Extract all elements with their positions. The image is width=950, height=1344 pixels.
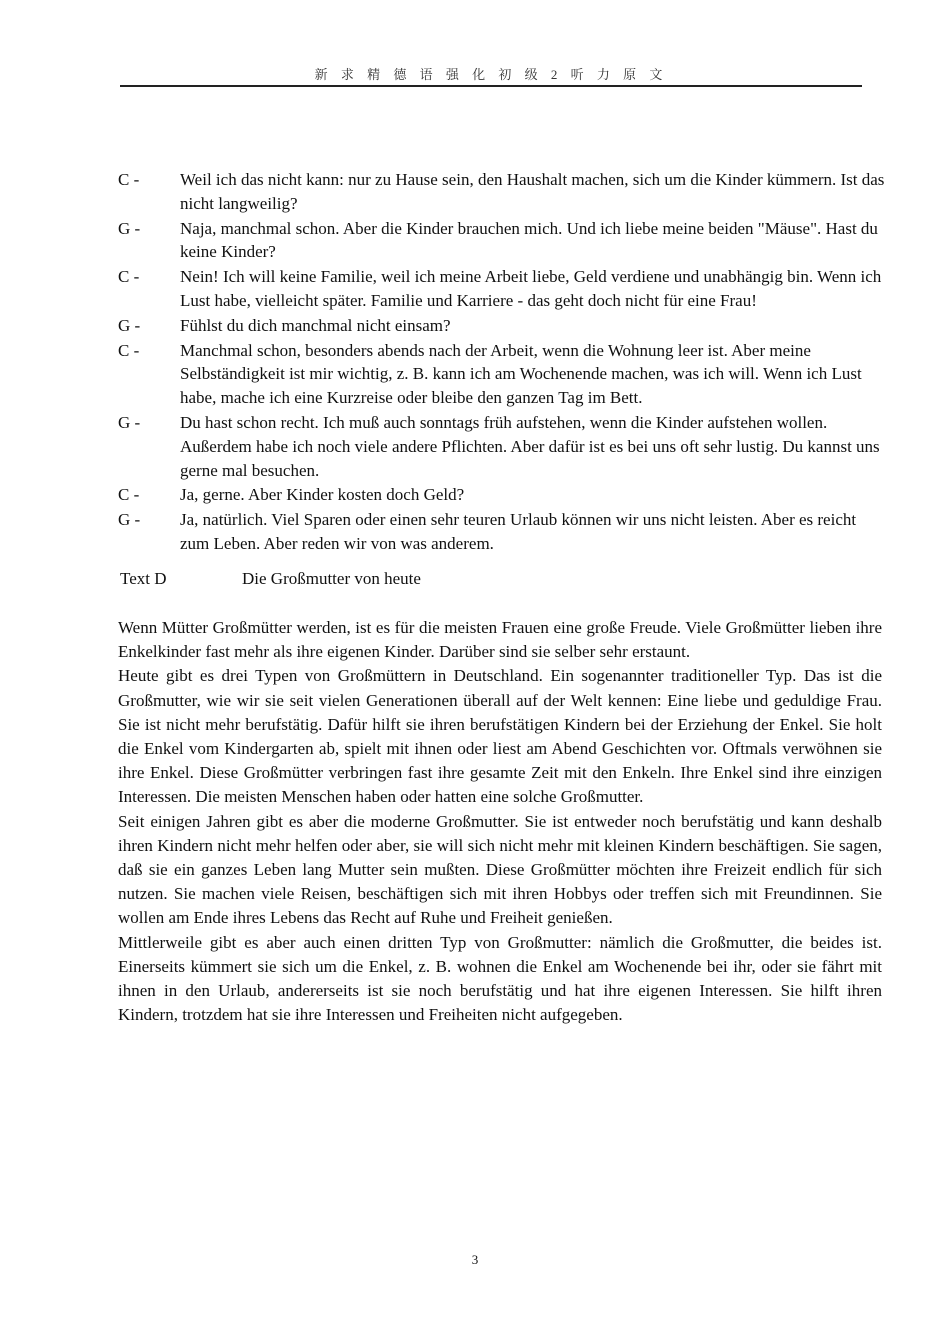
speaker-label: C - <box>118 267 140 287</box>
header-rule <box>120 85 862 87</box>
dialogue-turn <box>118 314 888 338</box>
speaker-label: G - <box>118 315 141 335</box>
dialogue-text: Du hast schon recht. Ich muß auch sonntags früh aufstehen, wenn die Kinder aufstehen wollen. Außerdem habe ich noch viele andere Pflichten. Aber dafür ist es bei uns oft sehr lustig. Du kannst uns gerne mal besuchen. <box>180 412 880 480</box>
section-heading <box>120 568 620 590</box>
section-title: Die Großmutter von heute <box>242 569 421 588</box>
dialogue-turn <box>118 508 888 556</box>
dialogue-section <box>118 168 888 566</box>
page-header: 新 求 精 德 语 强 化 初 级 2 听 力 原 文 <box>314 67 668 82</box>
dialogue-text: Fühlst du dich manchmal nicht einsam? <box>180 315 451 335</box>
page-number: 3 <box>471 1252 479 1267</box>
dialogue-turn <box>118 265 888 313</box>
paragraph: Mittlerweile gibt es aber auch einen dritten Typ von Großmutter: nämlich die Großmutter, die beides ist. Einerseits kümmert sie sich um die Enkel, z. B. wohnen die Enkel am Wochenende bei ihr, oder sie fährt mit ihnen in den Urlaub, andererseits ist sie noch berufstätig und hat ihre eigenen Interessen. Sie hilft ihren Kindern, trotzdem hat sie ihre Interessen und Freiheiten nicht aufgegeben. <box>118 932 882 1025</box>
speaker-label: C - <box>118 485 140 505</box>
dialogue-turn <box>118 483 888 507</box>
dialogue-turn <box>118 411 888 482</box>
paragraph: Wenn Mütter Großmütter werden, ist es für die meisten Frauen eine große Freude. Viele Großmütter lieben ihre Enkelkinder fast mehr als ihre eigenen Kinder. Darüber sind sie selber sehr erstaunt. <box>118 618 882 662</box>
speaker-label: G - <box>118 218 141 238</box>
paragraph: Heute gibt es drei Typen von Großmüttern in Deutschland. Ein sogenannter traditioneller Typ. Das ist die Großmutter, wie wir sie seit vielen Generationen überall auf der Welt kennen: Eine liebe und geduldige Frau. Sie ist nicht mehr berufstätig. Dafür hilft sie ihren berufstätigen Kindern bei der Erziehung der Enkel. Sie holt die Enkel vom Kindergarten ab, spielt mit ihnen oder liest am Abend Geschichten vor. Oftmals verwöhnen sie ihre Enkel. Diese Großmütter verbringen fast ihre gesamte Zeit mit den Enkeln. Ihre Enkel sind ihre einzigen Interessen. Die meisten Menschen haben oder hatten eine solche Großmutter. <box>118 666 882 807</box>
speaker-label: C - <box>118 170 140 189</box>
article-body <box>118 616 882 1027</box>
speaker-label: C - <box>118 340 140 360</box>
dialogue-text: Weil ich das nicht kann: nur zu Hause sein, den Haushalt machen, sich um die Kinder kümmern. Ist das nicht langweilig? <box>180 170 885 213</box>
dialogue-text: Nein! Ich will keine Familie, weil ich meine Arbeit liebe, Geld verdiene und unabhängig bin. Wenn ich Lust habe, vielleicht später. Familie und Karriere - das geht doch nicht für eine Frau! <box>180 267 882 310</box>
dialogue-turn <box>118 339 888 410</box>
dialogue-text: Naja, manchmal schon. Aber die Kinder brauchen mich. Und ich liebe meine beiden "Mäuse". Hast du keine Kinder? <box>180 218 878 262</box>
dialogue-turn <box>118 217 888 265</box>
speaker-label: G - <box>118 412 141 432</box>
section-label: Text D <box>120 569 167 588</box>
dialogue-turn <box>118 168 888 216</box>
dialogue-text: Ja, gerne. Aber Kinder kosten doch Geld? <box>180 485 465 505</box>
dialogue-text: Manchmal schon, besonders abends nach der Arbeit, wenn die Wohnung leer ist. Aber meine Selbständigkeit ist mir wichtig, z. B. kann ich am Wochenende machen, was ich will. Wenn ich Lust habe, mache ich eine Kurzreise oder bleibe den ganzen Tag im Bett. <box>180 340 862 408</box>
speaker-label: G - <box>118 510 141 530</box>
dialogue-text: Ja, natürlich. Viel Sparen oder einen sehr teuren Urlaub können wir uns nicht leisten. Aber es reicht zum Leben. Aber reden wir von was anderem. <box>180 510 857 553</box>
paragraph: Seit einigen Jahren gibt es aber die moderne Großmutter. Sie ist entweder noch berufstätig und kann deshalb ihren Kindern nicht mehr helfen oder aber, sie will sich nicht mehr mit kleinen Kindern beschäftigen. Sie sagen, daß sie ein ganzes Leben lang Mutter sein mußten. Diese Großmütter möchten ihre Freizeit endlich für sich nutzen. Sie machen viele Reisen, beschäftigen sich mit ihren Hobbys oder treffen sich mit Freundinnen. Sie wollen am Ende ihres Lebens das Recht auf Ruhe und Freiheit genießen. <box>118 811 882 928</box>
